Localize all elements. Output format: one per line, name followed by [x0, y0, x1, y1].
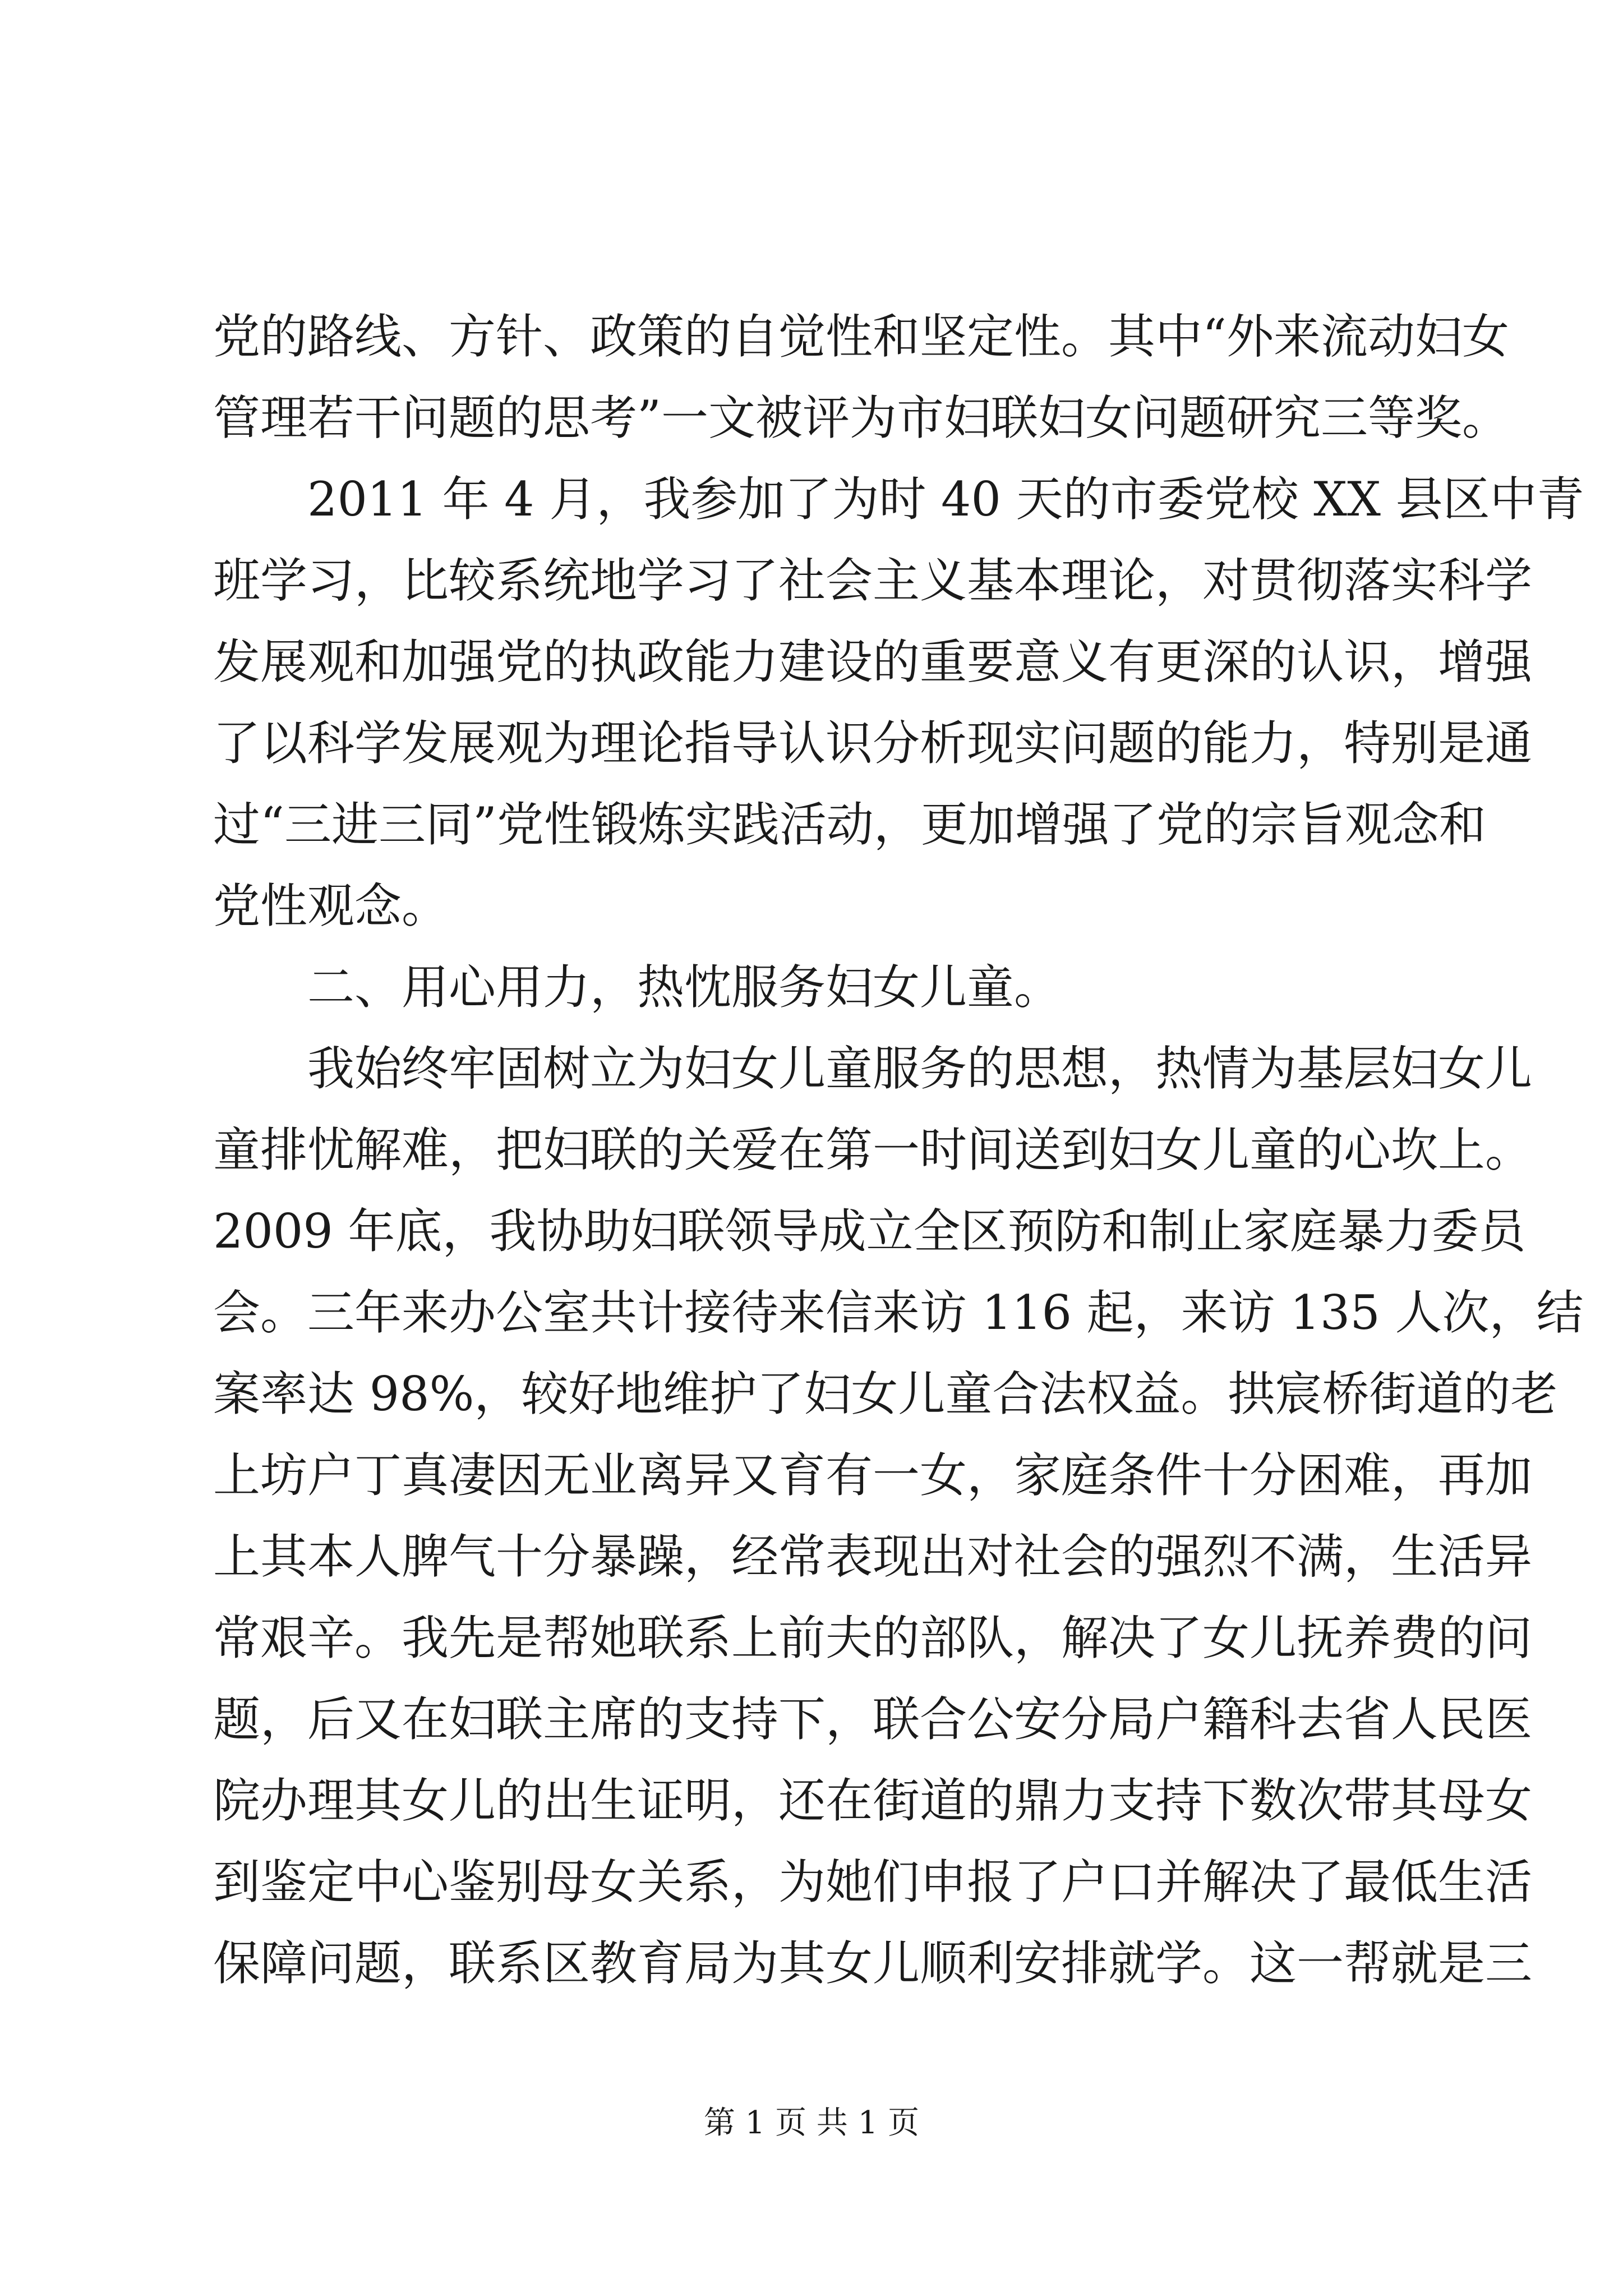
- text-line: 到鉴定中心鉴别母女关系，为她们申报了户口并解决了最低生活: [213, 1855, 1533, 1910]
- text-line: 2009 年底，我协助妇联领导成立全区预防和制止家庭暴力委员: [213, 1204, 1526, 1259]
- page-footer: 第 1 页 共 1 页: [703, 2105, 920, 2141]
- text-line: 院办理其女儿的出生证明，还在街道的鼎力支持下数次带其母女: [213, 1773, 1533, 1828]
- text-line: 管理若干问题的思考”一文被评为市妇联妇女问题研究三等奖。: [213, 390, 1509, 445]
- text-line: 上坊户丁真凄因无业离异又育有一女，家庭条件十分困难，再加: [213, 1448, 1533, 1503]
- text-line: 了以科学发展观为理论指导认识分析现实问题的能力，特别是通: [213, 716, 1533, 771]
- text-line: 上其本人脾气十分暴躁，经常表现出对社会的强烈不满，生活异: [213, 1529, 1533, 1584]
- text-line: 2011 年 4 月，我参加了为时 40 天的市委党校 XX 县区中青: [307, 472, 1584, 527]
- text-line: 党性观念。: [213, 878, 449, 933]
- text-line: 党的路线、方针、政策的自觉性和坚定性。其中“外来流动妇女: [213, 309, 1509, 364]
- text-line: 我始终牢固树立为妇女儿童服务的思想，热情为基层妇女儿: [307, 1041, 1533, 1096]
- section-heading: 二、用心用力，热忱服务妇女儿童。: [307, 960, 1062, 1015]
- text-line: 题，后又在妇联主席的支持下，联合公安分局户籍科去省人民医: [213, 1692, 1533, 1747]
- text-line: 班学习，比较系统地学习了社会主义基本理论，对贯彻落实科学: [213, 553, 1533, 608]
- text-line: 童排忧解难，把妇联的关爱在第一时间送到妇女儿童的心坎上。: [213, 1122, 1533, 1177]
- text-line: 保障问题，联系区教育局为其女儿顺利安排就学。这一帮就是三: [213, 1936, 1533, 1991]
- text-line: 常艰辛。我先是帮她联系上前夫的部队，解决了女儿抚养费的问: [213, 1611, 1533, 1665]
- text-line: 过“三进三同”党性锻炼实践活动，更加增强了党的宗旨观念和: [213, 797, 1486, 852]
- text-line: 案率达 98%，较好地维护了妇女儿童合法权益。拱宸桥街道的老: [213, 1366, 1558, 1421]
- text-line: 发展观和加强党的执政能力建设的重要意义有更深的认识，增强: [213, 634, 1533, 689]
- text-line: 会。三年来办公室共计接待来信来访 116 起，来访 135 人次，结: [213, 1285, 1584, 1340]
